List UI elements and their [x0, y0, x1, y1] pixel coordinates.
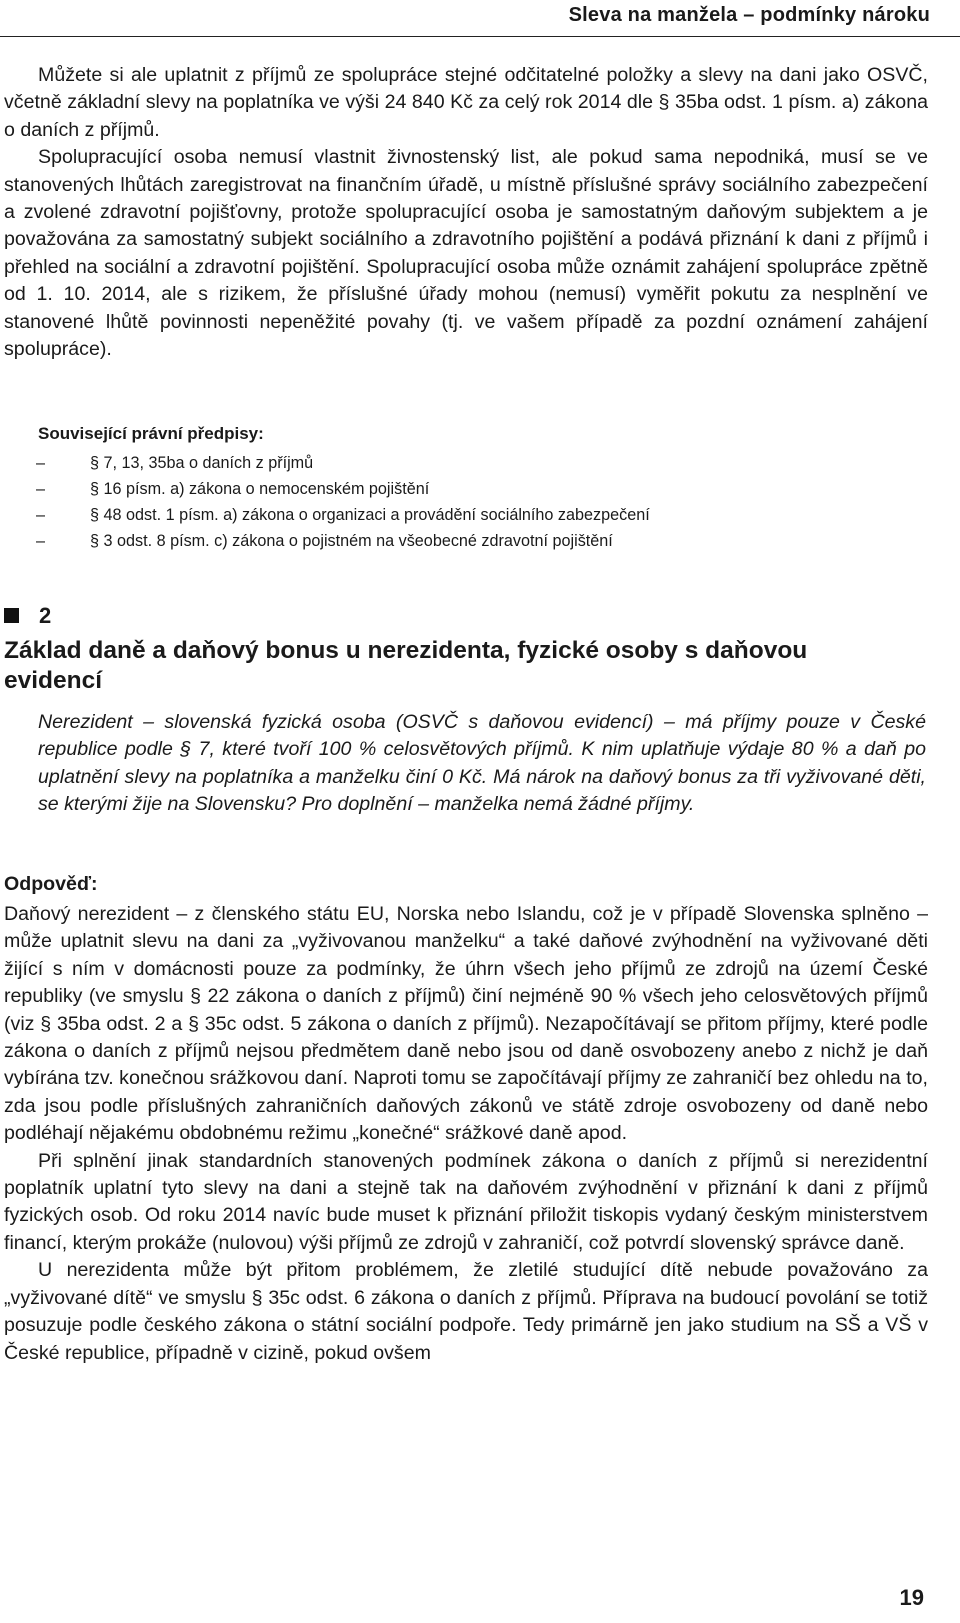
answer-body	[0, 901, 960, 1367]
dash-bullet: –	[36, 532, 46, 550]
section-number	[4, 603, 51, 629]
law-reference: § 48 odst. 1 písm. a) zákona o organizaci a provádění sociálního zabezpečení	[90, 506, 650, 524]
answer-paragraph-3: U nerezidenta může být přitom problémem, že zletilé studující dítě nebude považováno za „vyživované dítě“ ve smyslu § 35c odst. 6 zákona o daních z příjmů. Příprava na budoucí povolání se totiž posuzuje podle českého zákona o státní sociální podpoře. Tedy primárně jen jako studium na SŠ a VŠ v České republice, případně v cizině, pokud ovšem	[4, 1259, 928, 1364]
header-rule	[0, 36, 960, 37]
law-reference: § 7, 13, 35ba o daních z příjmů	[90, 454, 314, 472]
dash-bullet: –	[36, 454, 46, 472]
answer-paragraph-2: Při splnění jinak standardních stanovených podmínek zákona o daních z příjmů si nerezidentní poplatník uplatní tyto slevy na dani a stejně tak na daňovém zvýhodnění v přiznání k dani z příjmů fyzických osob. Od roku 2014 navíc bude muset k přiznání přiložit tiskopis vydaný českým ministerstvem financí, kterým prokáže (nulovou) výši příjmů ze zdrojů v zahraničí, což potvrdí slovenský správce daně.	[4, 1149, 928, 1254]
dash-bullet: –	[36, 506, 46, 524]
list-item	[36, 476, 650, 502]
square-bullet-icon	[4, 608, 19, 623]
answer-label: Odpověď:	[4, 873, 98, 895]
section-number-text: 2	[39, 603, 52, 628]
running-header: Sleva na manžela – podmínky nároku	[568, 4, 930, 26]
list-item	[36, 528, 650, 554]
related-laws-heading: Související právní předpisy:	[38, 424, 264, 443]
intro-paragraph-1	[4, 62, 928, 363]
list-item	[36, 450, 650, 476]
law-reference: § 3 odst. 8 písm. c) zákona o pojistném na všeobecné zdravotní pojištění	[90, 532, 613, 550]
law-reference: § 16 písm. a) zákona o nemocenském pojištění	[90, 480, 430, 498]
section-title: Základ daně a daňový bonus u nerezidenta, fyzické osoby s daňovou evidencí	[4, 637, 808, 694]
list-item	[36, 502, 650, 528]
answer-paragraph-1: Daňový nerezident – z členského státu EU, Norska nebo Islandu, což je v případě Slovenska splněno – může uplatnit slevu na dani za „vyživovanou manželku“ a také daňové zvýhodnění na vyživované děti žijící s ním v domácnosti pouze za podmínky, že úhrn všech jeho příjmů ze zdrojů na území České republiky (ve smyslu § 22 zákona o daních z příjmů) činí nejméně 90 % všech jeho celosvětových příjmů (viz § 35ba odst. 2 a § 35c odst. 5 zákona o daních z příjmů). Nezapočítávají se přitom příjmy, které podle zákona o daních z příjmů nejsou předmětem daně nebo jsou od daně osvobozeny anebo z nichž je daň vybírána tzv. konečnou srážkovou daní. Naproti tomu se započítávají příjmy ze zahraničí bez ohledu na to, zda jsou podle příslušných zahraničních daňových zákonů ve státě zdroje osvobozeny od daně nebo podléhají nějakému obdobnému režimu „konečné“ srážkové daně apod.	[4, 903, 928, 1145]
intro-paragraph-2-text: Spolupracující osoba nemusí vlastnit živnostenský list, ale pokud sama nepodniká, musí se ve stanovených lhůtách zaregistrovat na finančním úřadě, u místně příslušné správy sociálního zabezpečení a zvolené zdravotní pojišťovny, protože spolupracující osoba je samostatným daňovým subjektem a je považována za samostatný subjekt sociálního a zdravotního pojištění a podává přiznání k dani z příjmů i přehled na sociální a zdravotní pojištění. Spolupracující osoba může oznámit zahájení spolupráce zpětně od 1. 10. 2014, ale s rizikem, že příslušné úřady mohou (nemusí) vyměřit pokutu za nesplnění ve stanovené lhůtě povinnosti nepeněžité povahy (tj. ve vašem případě za pozdní oznámení zahájení spolupráce).	[4, 146, 928, 361]
intro-paragraph-1-text: Můžete si ale uplatnit z příjmů ze spolupráce stejné odčitatelné položky a slevy na dani jako OSVČ, včetně základní slevy na poplatníka ve výši 24 840 Kč za celý rok 2014 dle § 35ba odst. 1 písm. a) zákona o daních z příjmů.	[4, 64, 928, 141]
related-laws-list	[36, 450, 650, 554]
dash-bullet: –	[36, 480, 46, 498]
page-number: 19	[899, 1585, 924, 1610]
question-text: Nerezident – slovenská fyzická osoba (OSVČ s daňovou evidencí) – má příjmy pouze v České republice podle § 7, které tvoří 100 % celosvětových příjmů. K nim uplatňuje výdaje 80 % a daň po uplatnění slevy na poplatníka a manželku činí 0 Kč. Má nárok na daňový bonus za tři vyživované děti, se kterými žije na Slovensku? Pro doplnění – manželka nemá žádné příjmy.	[38, 711, 926, 816]
